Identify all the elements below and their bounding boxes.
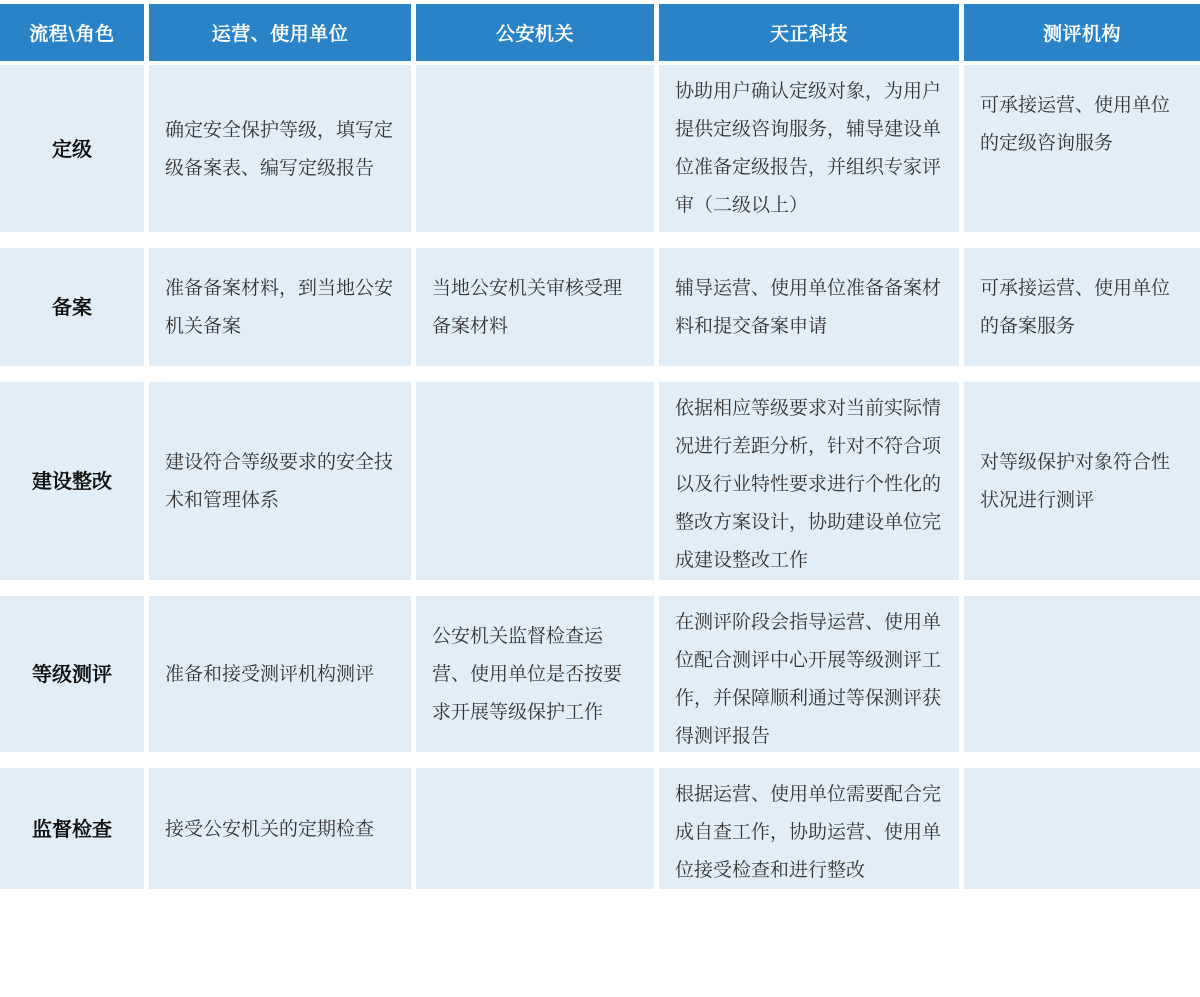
- header-tianzheng: 天正科技: [659, 4, 959, 61]
- table-row-stage: [0, 65, 144, 232]
- cell-text: 公安机关监督检查运营、使用单位是否按要求开展等级保护工作: [432, 625, 623, 723]
- table-cell-assessor: [964, 596, 1200, 752]
- table-row-stage: [0, 248, 144, 366]
- stage-label: 定级: [52, 136, 92, 161]
- table-cell-tianzheng: [659, 768, 959, 889]
- header-public-security: 公安机关: [416, 4, 654, 61]
- table-cell-tianzheng: [659, 596, 959, 752]
- stage-label: 建设整改: [32, 469, 112, 493]
- cell-text: 准备和接受测评机构测评: [165, 663, 375, 685]
- table-cell-assessor: [964, 248, 1200, 366]
- row-gap: [0, 232, 1200, 248]
- table-cell-police: [416, 596, 654, 752]
- cell-text: 可承接运营、使用单位的备案服务: [980, 277, 1171, 337]
- table-cell-assessor: [964, 65, 1200, 232]
- cell-text: 辅导运营、使用单位准备备案材料和提交备案申请: [675, 277, 942, 337]
- table-row-stage: [0, 768, 144, 889]
- header-operating-unit: 运营、使用单位: [149, 4, 411, 61]
- cell-text: 对等级保护对象符合性状况进行测评: [980, 451, 1171, 511]
- stage-label: 监督检查: [32, 816, 112, 841]
- cell-text: 当地公安机关审核受理备案材料: [432, 277, 623, 337]
- cell-text: 确定安全保护等级，填写定级备案表、编写定级报告: [165, 118, 394, 179]
- table-row-stage: [0, 382, 144, 580]
- cell-text: 接受公安机关的定期检查: [165, 817, 375, 840]
- row-gap: [0, 366, 1200, 382]
- table-cell-police: [416, 248, 654, 366]
- table-cell-police: [416, 65, 654, 232]
- cell-text: 可承接运营、使用单位的定级咨询服务: [980, 94, 1171, 154]
- table-cell-police: [416, 382, 654, 580]
- cell-text: 协助用户确认定级对象，为用户提供定级咨询服务，辅导建设单位准备定级报告，并组织专家评审（二级以上）: [675, 80, 942, 216]
- table-cell-tianzheng: [659, 382, 959, 580]
- stage-label: 备案: [52, 295, 92, 319]
- table-cell-unit: [149, 768, 411, 889]
- table-cell-tianzheng: [659, 248, 959, 366]
- cell-text: 准备备案材料，到当地公安机关备案: [165, 277, 394, 337]
- table-cell-assessor: [964, 768, 1200, 889]
- table-cell-police: [416, 768, 654, 889]
- table-row-stage: [0, 596, 144, 752]
- cell-text: 依据相应等级要求对当前实际情况进行差距分析，针对不符合项以及行业特性要求进行个性化的整改方案设计，协助建设单位完成建设整改工作: [675, 397, 942, 571]
- table-cell-assessor: [964, 382, 1200, 580]
- row-gap: [0, 752, 1200, 768]
- cell-text: 根据运营、使用单位需要配合完成自查工作，协助运营、使用单位接受检查和进行整改: [675, 783, 942, 881]
- table-cell-unit: [149, 65, 411, 232]
- table-cell-tianzheng: [659, 65, 959, 232]
- table-cell-unit: [149, 248, 411, 366]
- table-cell-unit: [149, 382, 411, 580]
- cell-text: 在测评阶段会指导运营、使用单位配合测评中心开展等级测评工作，并保障顺利通过等保测评获得测评报告: [675, 611, 942, 747]
- stage-label: 等级测评: [32, 662, 112, 686]
- role-responsibility-table: [0, 4, 1200, 889]
- row-gap: [0, 580, 1200, 596]
- table-cell-unit: [149, 596, 411, 752]
- cell-text: 建设符合等级要求的安全技术和管理体系: [165, 451, 394, 511]
- header-assessor: 测评机构: [964, 4, 1200, 61]
- header-process-role: 流程\角色: [0, 4, 144, 61]
